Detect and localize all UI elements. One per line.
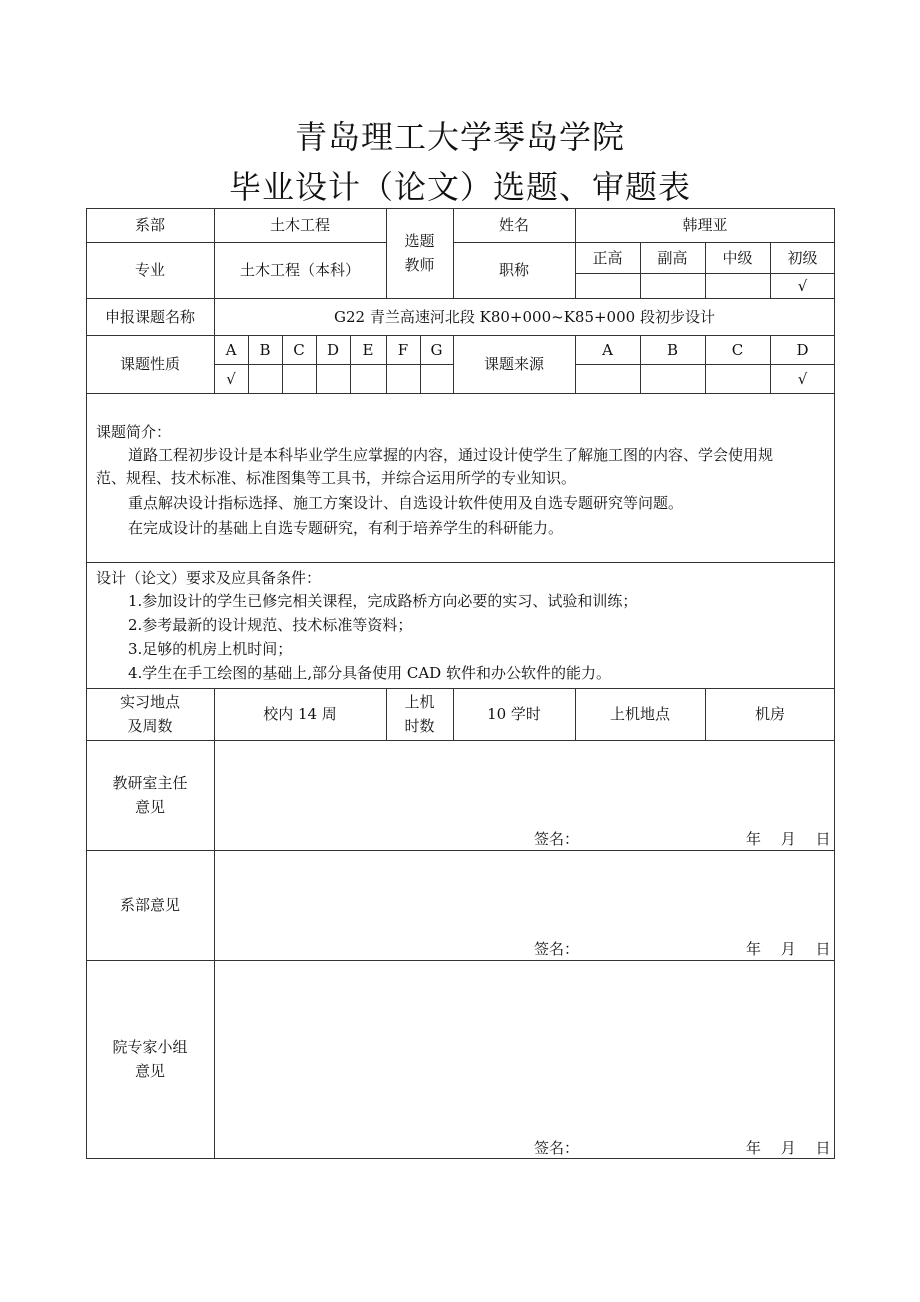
source-option: A: [602, 340, 613, 359]
source-option: B: [666, 340, 679, 359]
nature-option: E: [362, 340, 374, 359]
intro-line: 重点解决设计指标选择、施工方案设计、自选设计软件使用及自选专题研究等问题。: [128, 494, 684, 512]
intro-line: 道路工程初步设计是本科毕业学生应掌握的内容，通过设计使学生了解施工图的内容、学会使用规: [128, 446, 774, 464]
date-label: 年 月 日: [746, 1139, 831, 1157]
hours-value[interactable]: 10 学时: [487, 705, 541, 723]
source-check[interactable]: [705, 364, 770, 393]
rank-option: 中级: [722, 248, 753, 267]
expert-label: 院专家小组 意见: [112, 1038, 188, 1080]
source-check[interactable]: [575, 364, 640, 393]
signature-label: 签名：: [534, 1139, 580, 1157]
source-option: C: [731, 340, 744, 359]
nature-label: 课题性质: [119, 355, 180, 373]
name-label: 姓名: [498, 216, 529, 234]
nature-option: F: [397, 340, 409, 359]
rank-check[interactable]: [705, 273, 770, 298]
dept-label: 系部: [134, 216, 165, 234]
nature-check[interactable]: [248, 364, 282, 393]
rank-label: 职称: [498, 261, 529, 279]
req-heading: 设计（论文）要求及应具备条件：: [96, 569, 322, 587]
req-line: 4.学生在手工绘图的基础上,部分具备使用 CAD 软件和办公软件的能力。: [128, 664, 611, 682]
rank-option: 初级: [787, 248, 818, 267]
req-line: 1.参加设计的学生已修完相关课程，完成路桥方向必要的实习、试验和训练；: [128, 592, 638, 610]
source-check[interactable]: √: [797, 369, 808, 388]
teacher-label: 选题 教师: [404, 232, 435, 274]
rank-check[interactable]: √: [797, 276, 808, 295]
rank-option: 正高: [592, 248, 623, 267]
major-value[interactable]: 土木工程（本科）: [239, 261, 360, 279]
nature-option: B: [259, 340, 271, 359]
nature-option: G: [430, 340, 443, 359]
rank-check[interactable]: [640, 273, 705, 298]
dept-opinion-label: 系部意见: [119, 896, 180, 914]
source-option: D: [796, 340, 809, 359]
signature-label: 签名：: [534, 940, 580, 958]
major-label: 专业: [134, 261, 165, 279]
nature-option: D: [326, 340, 340, 359]
nature-check[interactable]: [316, 364, 350, 393]
rank-option: 副高: [657, 248, 688, 267]
nature-check[interactable]: √: [226, 369, 236, 388]
intro-line: 在完成设计的基础上自选专题研究，有利于培养学生的科研能力。: [128, 519, 564, 537]
date-label: 年 月 日: [746, 830, 831, 848]
intro-line: 范、规程、技术标准、标准图集等工具书，并综合运用所学的专业知识。: [96, 469, 577, 487]
dept-value[interactable]: 土木工程: [269, 216, 330, 234]
nature-check[interactable]: [282, 364, 316, 393]
name-value[interactable]: 韩理亚: [682, 216, 728, 234]
place-value[interactable]: 校内 14 周: [263, 705, 337, 723]
req-line: 3.足够的机房上机时间；: [128, 640, 293, 658]
topic-value[interactable]: G22 青兰高速河北段 K80+000~K85+000 段初步设计: [334, 307, 715, 326]
source-check[interactable]: [640, 364, 705, 393]
title-form: 毕业设计（论文）选题、审题表: [228, 168, 691, 206]
lab-label: 上机地点: [609, 705, 670, 723]
intro-heading: 课题简介：: [96, 423, 172, 441]
rank-check[interactable]: [575, 273, 640, 298]
director-label: 教研室主任 意见: [112, 774, 188, 816]
topic-label: 申报课题名称: [104, 307, 195, 326]
nature-option: C: [293, 340, 305, 359]
source-label: 课题来源: [483, 355, 544, 373]
place-label: 实习地点 及周数: [119, 693, 180, 735]
nature-option: A: [225, 340, 237, 359]
nature-check[interactable]: [386, 364, 420, 393]
req-line: 2.参考最新的设计规范、技术标准等资料；: [128, 616, 413, 634]
nature-check[interactable]: [420, 364, 453, 393]
title-school: 青岛理工大学琴岛学院: [294, 118, 625, 156]
hours-label: 上机 时数: [404, 693, 435, 735]
signature-label: 签名：: [534, 830, 580, 848]
nature-check[interactable]: [350, 364, 386, 393]
lab-value[interactable]: 机房: [754, 705, 785, 723]
date-label: 年 月 日: [746, 940, 831, 958]
